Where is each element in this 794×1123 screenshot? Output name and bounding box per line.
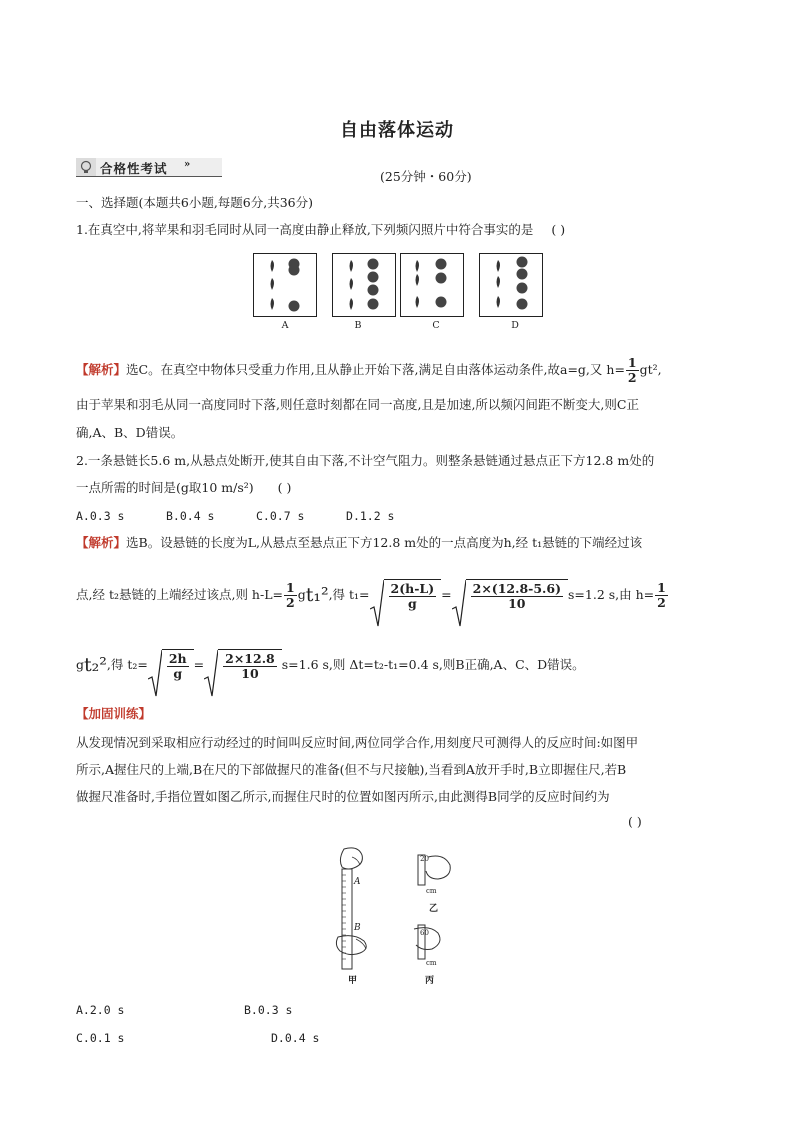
training-tag: 【加固训练】 xyxy=(76,706,152,721)
apple-icon xyxy=(517,299,528,310)
formula-text: ,得 t₂= xyxy=(106,657,148,672)
analysis-2-line-3 xyxy=(76,640,585,690)
question-2-options: A.0.3 s B.0.4 s C.0.7 s D.1.2 s xyxy=(76,509,395,523)
section-header xyxy=(76,158,222,176)
fraction: $\frac{1}{2}$ xyxy=(285,579,295,610)
formula-text: t₁² xyxy=(305,584,329,606)
section-label: 合格性考试 xyxy=(100,161,168,176)
feather-icon xyxy=(271,278,275,290)
feather-icon xyxy=(497,296,501,308)
apple-icon xyxy=(517,283,528,294)
formula-text: g xyxy=(76,657,85,672)
sqrt: $\frac{2(h-L)}{g}$ xyxy=(370,579,442,611)
photo-panel-c xyxy=(400,253,464,317)
formula-text: s=1.6 s,则 Δt=t₂-t₁=0.4 s,则B正确,A、C、D错误。 xyxy=(281,657,585,672)
label-yi: 乙 xyxy=(429,904,439,914)
fraction: $\frac{1}{2}$ xyxy=(627,355,637,385)
panel-label-c: C xyxy=(432,320,440,331)
formula-text: g xyxy=(297,587,306,602)
analysis-text: 点,经 t₂悬链的上端经过该点,则 h-L= xyxy=(76,587,283,602)
formula-text: gt², xyxy=(639,362,662,377)
formula-text: = xyxy=(193,657,205,672)
apple-icon xyxy=(289,265,300,276)
feather-icon xyxy=(416,260,420,272)
analysis-2-line-2 xyxy=(76,570,669,620)
apple-icon xyxy=(436,259,447,270)
photo-panel-d xyxy=(479,253,543,317)
feather-icon xyxy=(350,298,354,310)
formula-text: h= xyxy=(606,362,625,377)
formula-text: = xyxy=(441,587,452,602)
label-bing: 丙 xyxy=(425,976,435,986)
chevron-icon: » xyxy=(184,159,191,170)
label-cm: cm xyxy=(426,887,437,895)
feather-icon xyxy=(350,278,354,290)
feather-icon xyxy=(416,296,420,308)
apple-icon xyxy=(368,285,379,296)
sqrt: $\frac{2\times(12.8-5.6)}{10}$ xyxy=(452,579,568,611)
option-d: D.0.4 s xyxy=(271,1031,320,1045)
apple-icon xyxy=(436,273,447,284)
feather-icon xyxy=(271,298,275,310)
time-note: (25分钟・60分) xyxy=(380,169,472,184)
training-line-1: 从发现情况到采取相应行动经过的时间叫反应时间,两位同学合作,用刻度尺可测得人的反应时间:如图甲 xyxy=(76,735,639,750)
label-cm: cm xyxy=(426,959,437,967)
label-60: 60 xyxy=(420,929,429,937)
photo-panel-b xyxy=(332,253,396,317)
panel-label-b: B xyxy=(354,320,362,331)
apple-icon xyxy=(368,259,379,270)
analysis-text: 选C。在真空中物体只受重力作用,且从静止开始下落,满足自由落体运动条件,故a=g,又 xyxy=(126,362,603,377)
sqrt: $\frac{2\times 12.8}{10}$ xyxy=(204,649,282,681)
label-20: 20 xyxy=(420,855,429,863)
part-heading: 一、选择题(本题共6小题,每题6分,共36分) xyxy=(76,195,314,210)
option-c: C.0.1 s xyxy=(76,1031,125,1045)
feather-icon xyxy=(497,276,501,288)
answer-bracket: ( ) xyxy=(551,222,566,237)
analysis-2-line-1 xyxy=(76,534,642,552)
label-jia: 甲 xyxy=(348,976,358,986)
label-a: A xyxy=(354,877,361,887)
question-2-line-1: 2.一条悬链长5.6 m,从悬点处断开,使其自由下落,不计空气阻力。则整条悬链通过悬点正下方12.8 m处的 xyxy=(76,453,655,468)
hand-icon xyxy=(426,856,450,879)
feather-icon xyxy=(416,274,420,286)
training-line-3: 做握尺准备时,手指位置如图乙所示,而握住尺时的位置如图丙所示,由此测得B同学的反应时间约为 xyxy=(76,789,610,804)
question-1-text: 1.在真空中,将苹果和羽毛同时从同一高度由静止释放,下列频闪照片中符合事实的是 xyxy=(76,222,534,237)
question-2-text: 一点所需的时间是(g取10 m/s²) xyxy=(76,480,254,495)
panel-label-a: A xyxy=(281,320,289,331)
ruler-figure xyxy=(330,845,470,990)
analysis-text: 选B。设悬链的长度为L,从悬点至悬点正下方12.8 m处的一点高度为h,经 t₁悬链的下端经过该 xyxy=(126,535,643,550)
analysis-tag: 【解析】 xyxy=(76,362,127,377)
sqrt: $\frac{2h}{g}$ xyxy=(148,649,194,681)
fraction: $\frac{1}{2}$ xyxy=(657,579,666,610)
apple-icon xyxy=(517,257,528,268)
apple-icon xyxy=(368,299,379,310)
option-b: B.0.3 s xyxy=(244,1003,293,1017)
analysis-1-line-1 xyxy=(76,356,662,384)
question-1 xyxy=(76,221,565,239)
answer-bracket: ( ) xyxy=(628,814,642,829)
formula-text: t₂² xyxy=(84,654,107,676)
apple-icon xyxy=(517,269,528,280)
formula-text: s=1.2 s,由 h= xyxy=(568,587,655,602)
panel-label-d: D xyxy=(511,320,519,331)
photo-panel-a xyxy=(253,253,317,317)
answer-bracket: ( ) xyxy=(277,480,292,495)
analysis-1-line-3: 确,A、B、D错误。 xyxy=(76,425,184,440)
training-line-2: 所示,A握住尺的上端,B在尺的下部做握尺的准备(但不与尺接触),当看到A放开手时,B立即握住尺,若B xyxy=(76,762,627,777)
formula-text: ,得 t₁= xyxy=(328,587,370,602)
question-2-line-2 xyxy=(76,479,291,497)
feather-icon xyxy=(350,260,354,272)
apple-icon xyxy=(368,272,379,283)
hand-icon xyxy=(340,848,362,869)
page-title: 自由落体运动 xyxy=(340,120,454,141)
label-b: B xyxy=(354,923,361,933)
feather-icon xyxy=(271,260,275,272)
ruler-diagram xyxy=(330,845,470,990)
apple-icon xyxy=(289,301,300,312)
option-a: A.2.0 s xyxy=(76,1003,125,1017)
analysis-1-line-2: 由于苹果和羽毛从同一高度同时下落,则任意时刻都在同一高度,且是加速,所以频闪间距不断变大,则C正 xyxy=(76,397,639,412)
feather-icon xyxy=(497,260,501,272)
apple-icon xyxy=(436,297,447,308)
analysis-tag: 【解析】 xyxy=(76,535,127,550)
